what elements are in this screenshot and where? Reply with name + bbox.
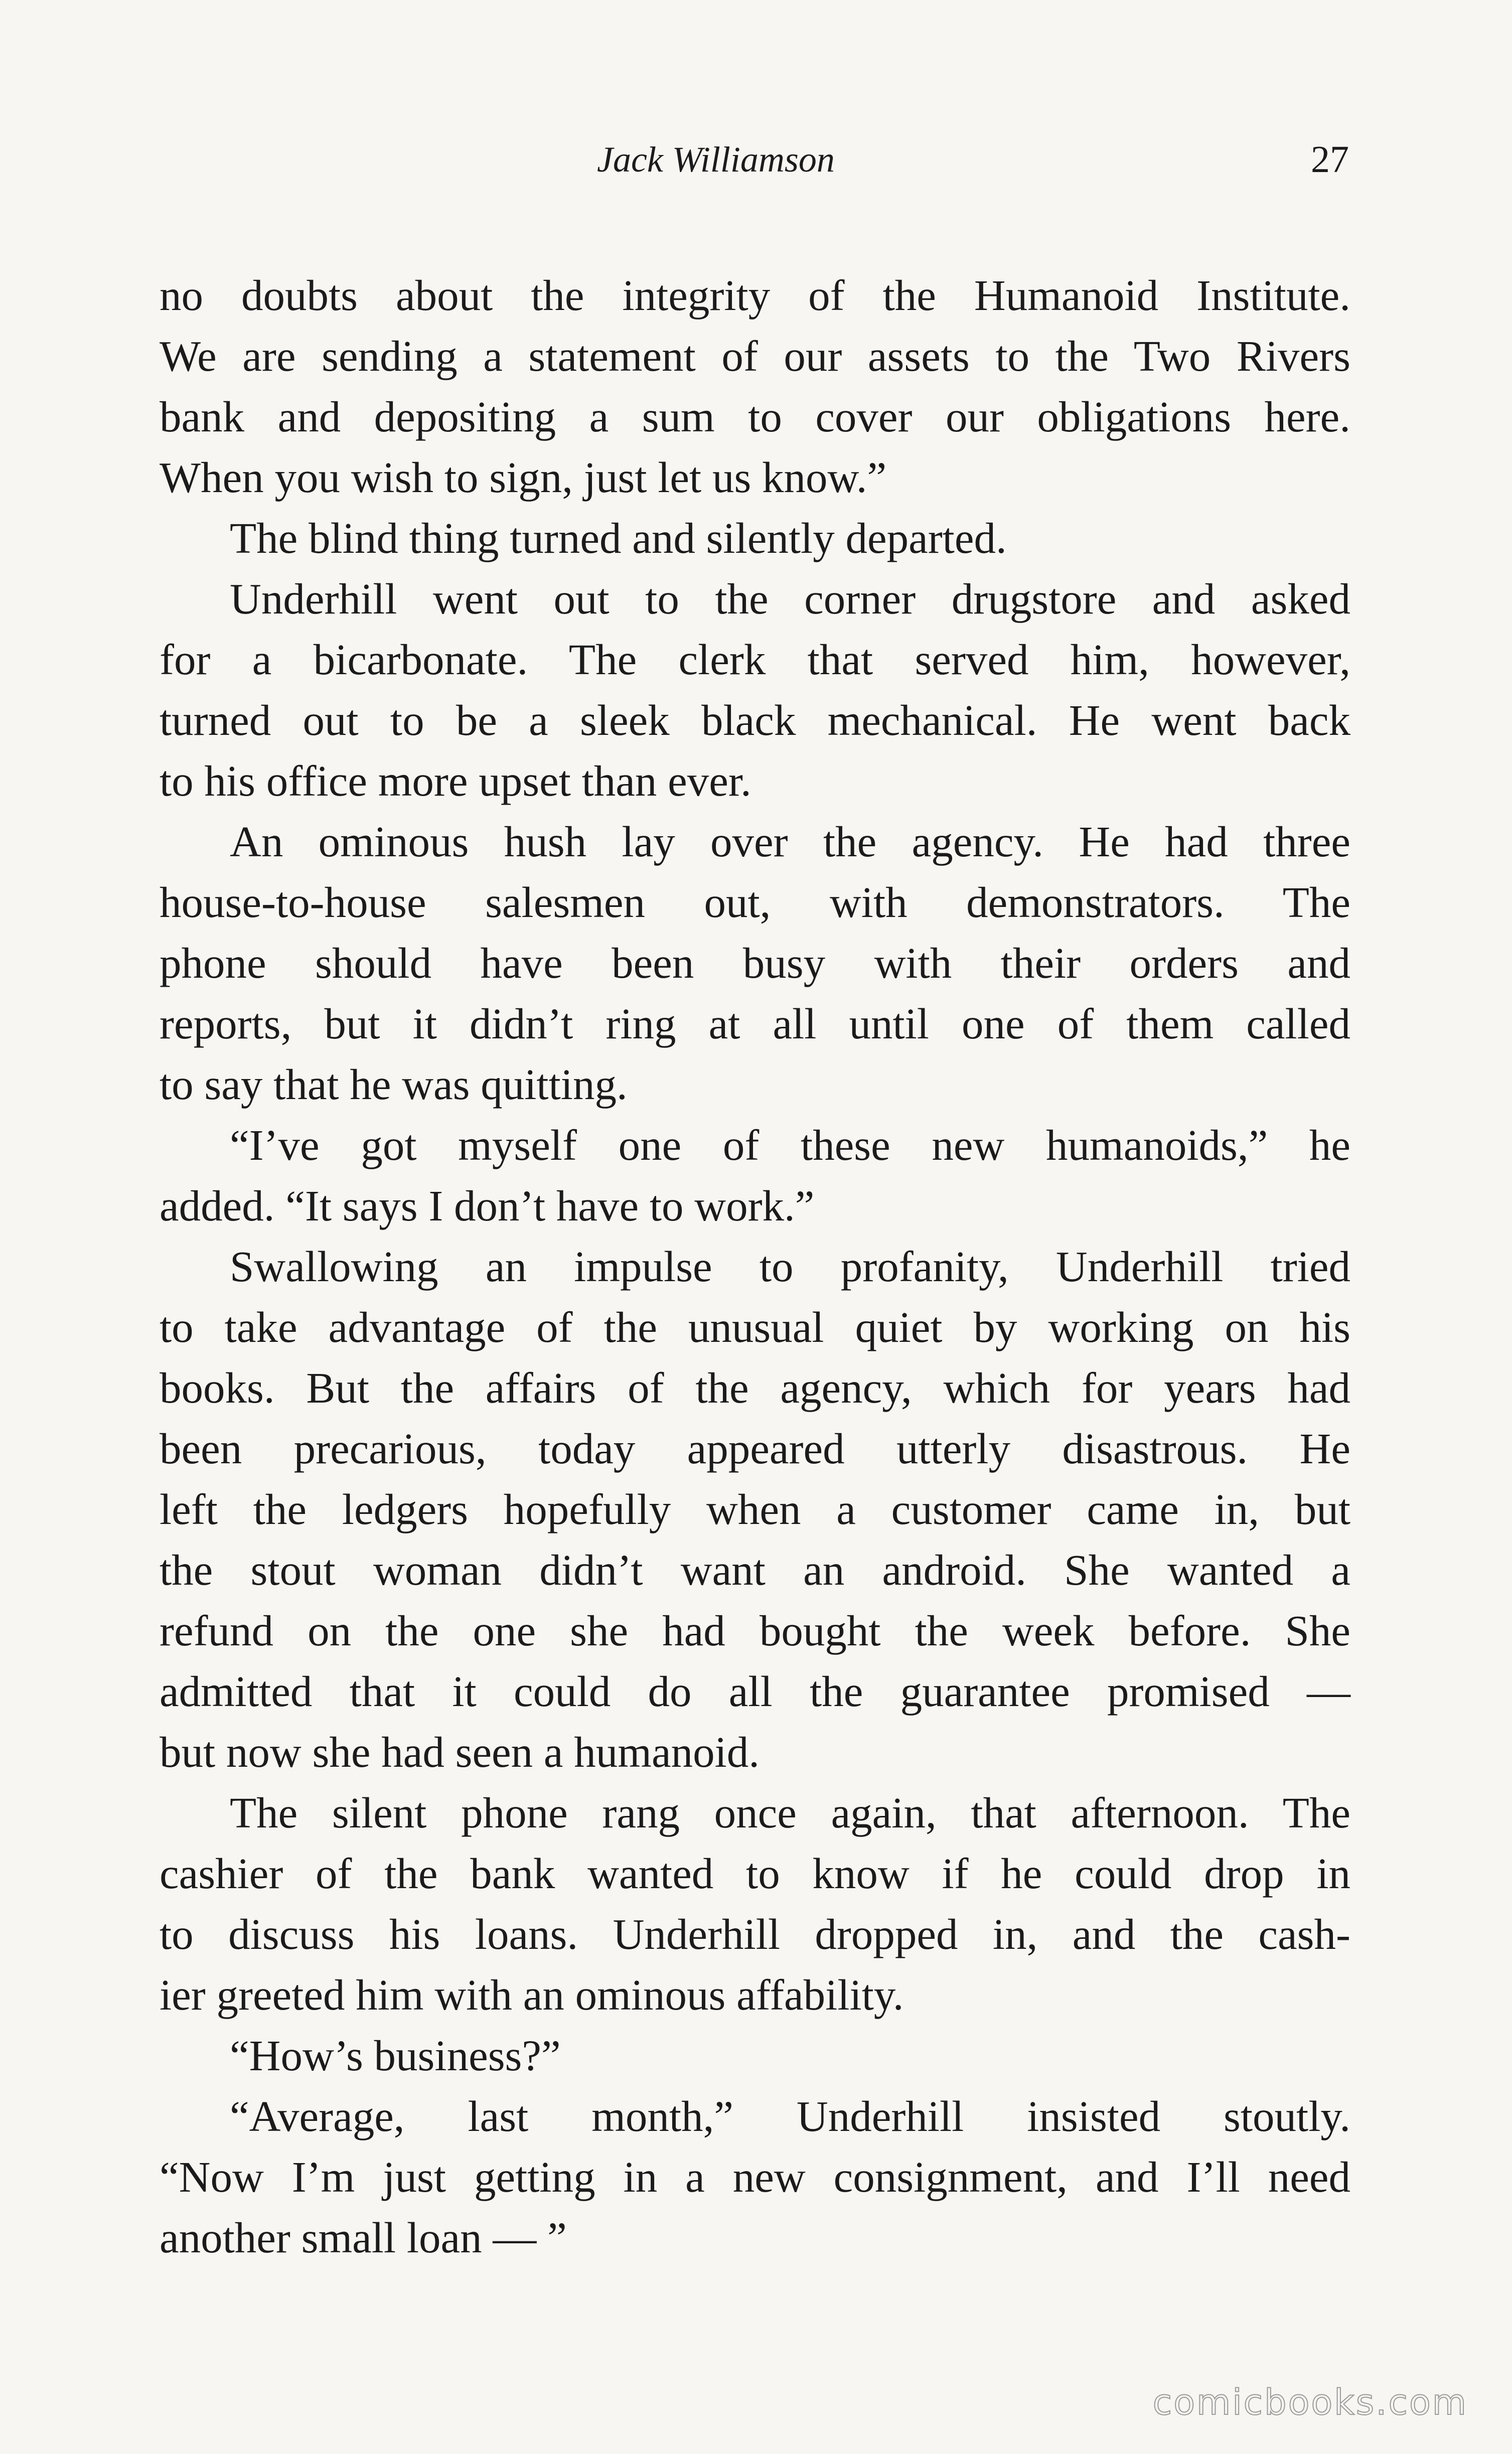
text-line: bank and depositing a sum to cover our obligations here. <box>160 392 1350 441</box>
watermark: comicbooks.com <box>1152 2382 1468 2423</box>
text-line: When you wish to sign, just let us know.” <box>160 453 887 502</box>
page-number: 27 <box>1311 138 1349 181</box>
body-text <box>160 265 1350 2268</box>
running-head <box>0 134 1512 190</box>
text-line: but now she had seen a humanoid. <box>160 1728 760 1776</box>
text-line: another small loan — ” <box>160 2213 567 2262</box>
text-line: cashier of the bank wanted to know if he could drop in <box>160 1849 1350 1898</box>
text-line: Underhill went out to the corner drugstore and asked <box>230 574 1350 623</box>
text-line: reports, but it didn’t ring at all until one of them called <box>160 999 1350 1048</box>
text-line: An ominous hush lay over the agency. He had three <box>230 817 1350 866</box>
text-line: “Average, last month,” Underhill insisted stoutly. <box>230 2092 1350 2140</box>
text-line: Swallowing an impulse to profanity, Underhill tried <box>230 1242 1350 1291</box>
text-line: to say that he was quitting. <box>160 1060 628 1109</box>
text-line: admitted that it could do all the guarantee promised — <box>160 1667 1350 1716</box>
text-line: to discuss his loans. Underhill dropped in, and the cash- <box>160 1910 1350 1958</box>
text-line: ier greeted him with an ominous affability. <box>160 1970 904 2019</box>
text-line: phone should have been busy with their orders and <box>160 939 1350 987</box>
text-line: We are sending a statement of our assets to the Two Rivers <box>160 332 1350 380</box>
text-line: The blind thing turned and silently departed. <box>230 514 1007 562</box>
running-title: Jack Williamson <box>597 139 835 180</box>
text-line: house-to-house salesmen out, with demonstrators. The <box>160 878 1350 927</box>
text-line: refund on the one she had bought the week before. She <box>160 1606 1350 1655</box>
text-line: The silent phone rang once again, that afternoon. The <box>230 1788 1350 1837</box>
text-line: to his office more upset than ever. <box>160 756 751 805</box>
text-line: no doubts about the integrity of the Humanoid Institute. <box>160 271 1350 320</box>
text-line: been precarious, today appeared utterly disastrous. He <box>160 1424 1350 1473</box>
text-line: “I’ve got myself one of these new humanoids,” he <box>230 1121 1350 1169</box>
text-line: left the ledgers hopefully when a customer came in, but <box>160 1485 1350 1533</box>
text-line: for a bicarbonate. The clerk that served him, however, <box>160 635 1350 684</box>
text-line: added. “It says I don’t have to work.” <box>160 1181 815 1230</box>
text-line: the stout woman didn’t want an android. She wanted a <box>160 1546 1350 1594</box>
text-line: to take advantage of the unusual quiet by working on his <box>160 1303 1350 1351</box>
text-line: “Now I’m just getting in a new consignment, and I’ll need <box>160 2153 1350 2201</box>
text-line: “How’s business?” <box>230 2031 561 2080</box>
text-line: turned out to be a sleek black mechanical. He went back <box>160 696 1350 744</box>
text-line: books. But the affairs of the agency, which for years had <box>160 1363 1350 1412</box>
